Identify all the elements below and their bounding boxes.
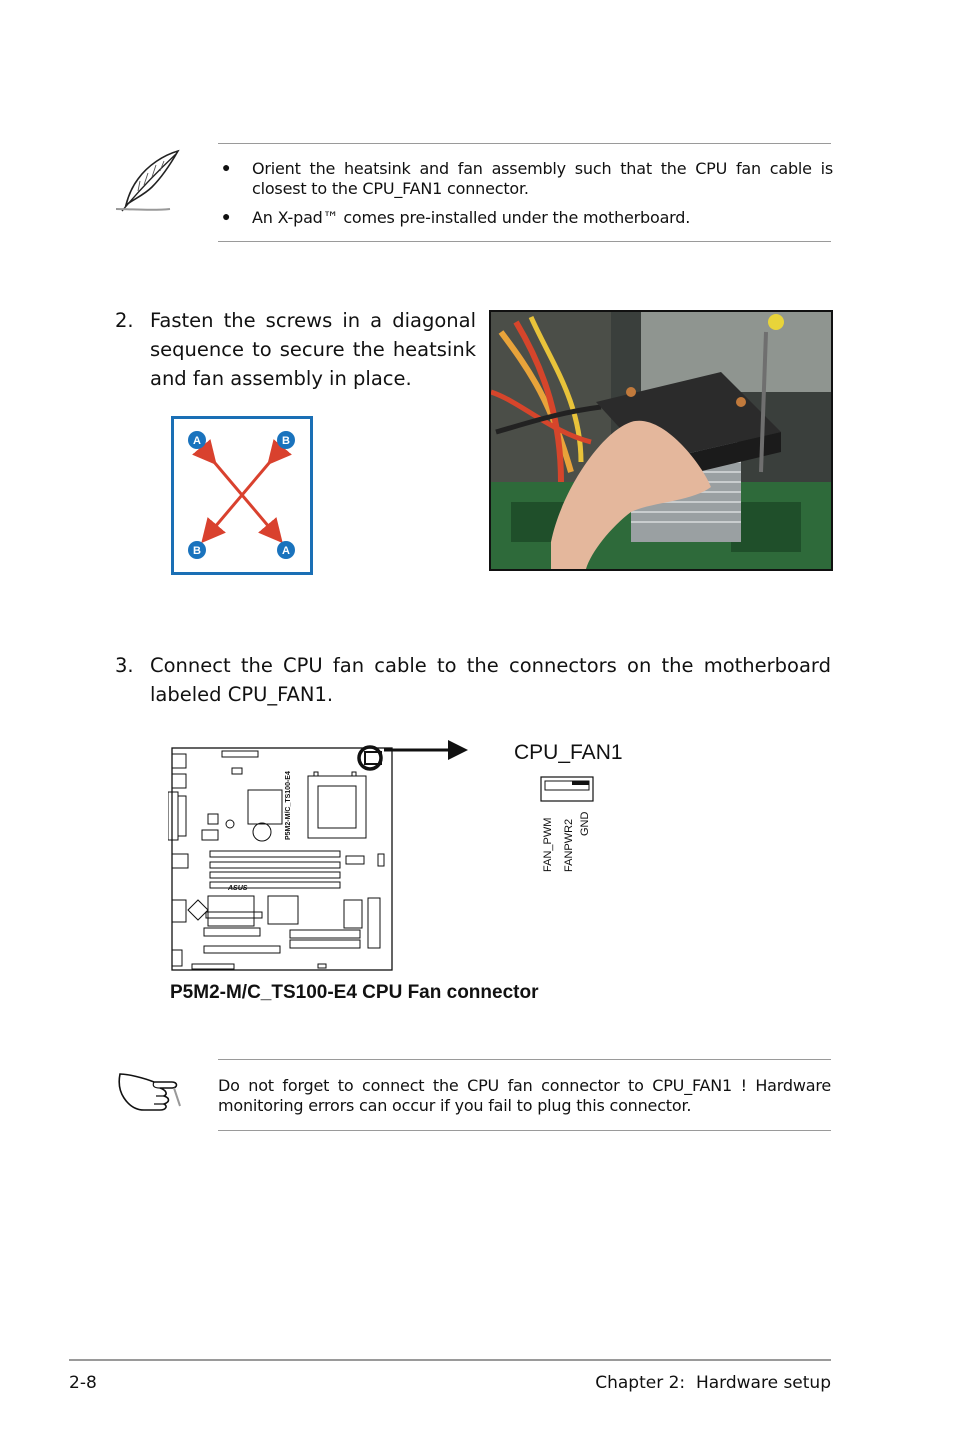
- badge-b-bottom-left: B: [193, 545, 201, 557]
- motherboard-layout-diagram: [168, 740, 468, 972]
- board-label: P5M2-M/C_TS100-E4: [285, 771, 292, 840]
- badge-a-top-left: A: [193, 435, 201, 447]
- step-3-text: Connect the CPU fan cable to the connectors on the motherboard labeled CPU_FAN1.: [150, 654, 831, 706]
- pin-label-fan-pwm: FAN_PWM: [542, 817, 554, 872]
- heatsink-install-photo: [489, 310, 833, 571]
- chapter-title: Chapter 2: Hardware setup: [595, 1373, 831, 1393]
- feather-quill-icon: [112, 147, 184, 217]
- note-bullet-2: An X-pad™ comes pre-installed under the motherboard.: [252, 208, 691, 227]
- fan-connector-pins: [540, 776, 596, 802]
- badge-a-bottom-right: A: [282, 545, 290, 557]
- note-bullet-1: Orient the heatsink and fan assembly such that the CPU fan cable is closest to the CPU_FAN1 connector.: [252, 159, 833, 198]
- asus-logo: ASUS: [228, 885, 248, 892]
- bullet-dot: ●: [222, 208, 231, 224]
- step-3-number: 3.: [115, 654, 134, 677]
- badge-b-top-right: B: [282, 435, 290, 447]
- bullet-dot: ●: [222, 159, 231, 175]
- warning-top-rule: [218, 1059, 831, 1060]
- step-2-text: Fasten the screws in a diagonal sequence to secure the heatsink and fan assembly in place.: [150, 309, 476, 390]
- figure-caption: P5M2-M/C_TS100-E4 CPU Fan connector: [170, 982, 539, 1003]
- note-bottom-rule: [218, 241, 831, 242]
- step-2-number: 2.: [115, 309, 134, 332]
- pin-label-fanpwr2: FANPWR2: [563, 818, 575, 872]
- note-top-rule: [218, 143, 831, 144]
- warning-bottom-rule: [218, 1130, 831, 1131]
- pin-label-gnd: GND: [579, 811, 591, 836]
- footer-rule: [69, 1359, 831, 1361]
- screw-sequence-diagram: [171, 416, 313, 575]
- page-number: 2-8: [69, 1373, 97, 1393]
- warning-text: Do not forget to connect the CPU fan connector to CPU_FAN1 ! Hardware monitoring errors can occur if you fail to plug this connector.: [218, 1076, 831, 1115]
- cpu-fan1-label: CPU_FAN1: [514, 741, 623, 764]
- pointing-hand-icon: [114, 1064, 186, 1114]
